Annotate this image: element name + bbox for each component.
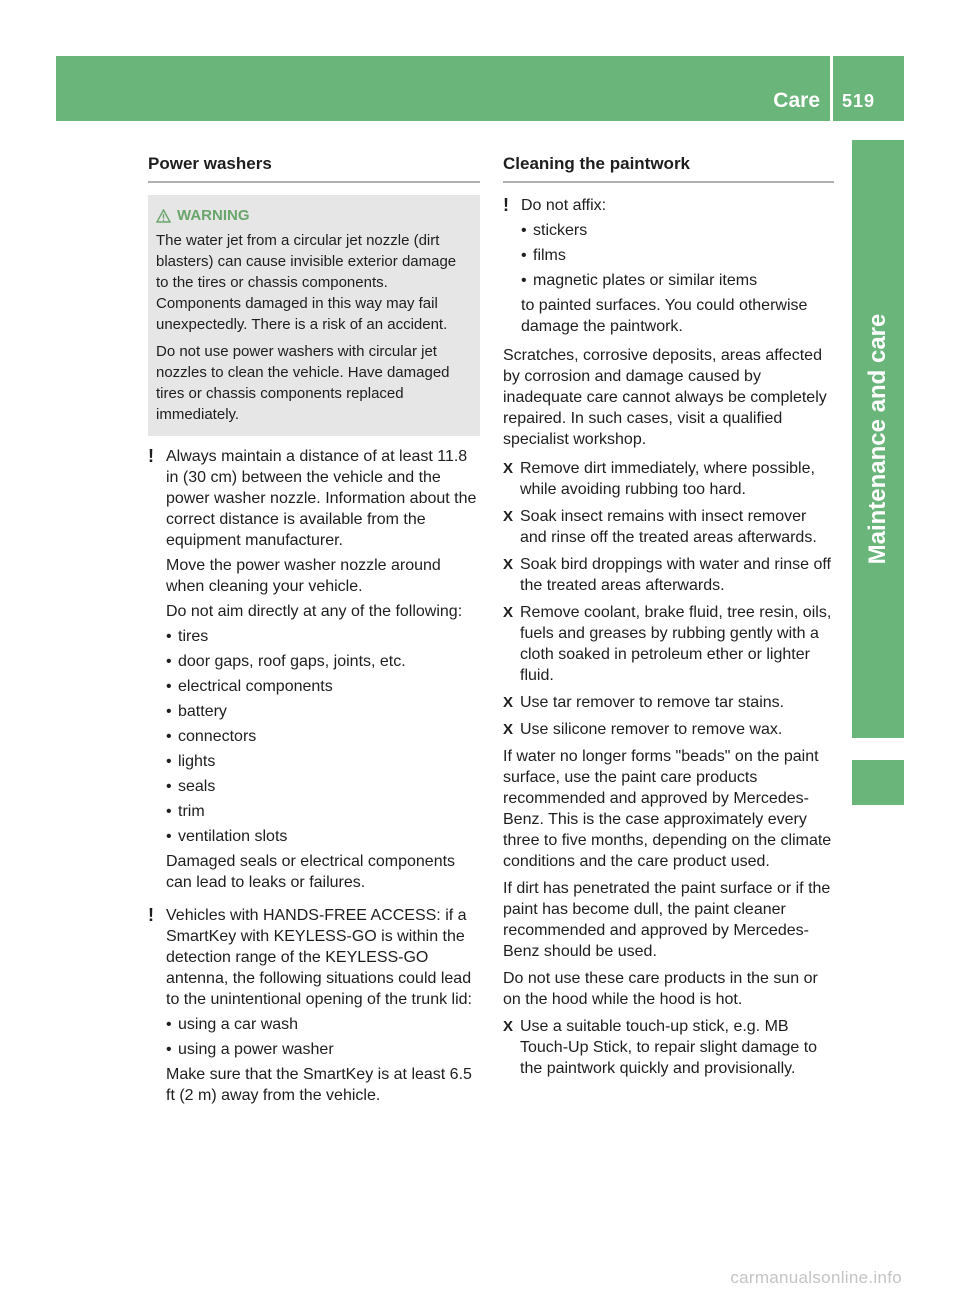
step-text: Soak insect remains with insect remover and rinse off the treated areas afterwards.	[520, 508, 817, 546]
arrow-step-icon: X	[503, 1018, 514, 1035]
do-not-affix-list	[503, 220, 834, 291]
warning-box	[148, 195, 480, 436]
paint-cleaner-paragraph: If dirt has penetrated the paint surface or if the paint has become dull, the paint cleaner recommended and approved by Mercedes-Benz should be used.	[503, 880, 831, 960]
arrow-step-icon: X	[503, 460, 514, 477]
header-section-title: Care	[773, 89, 820, 112]
warning-triangle-icon	[156, 209, 171, 223]
note-do-not-affix-text: Do not affix:	[521, 197, 607, 214]
right-column	[503, 150, 834, 1085]
beads-paragraph: If water no longer forms "beads" on the paint surface, use the paint care products recommended and approved by Mercedes-Benz. This is the case approximately every three to five months, depending on the climate conditions and the care product used.	[503, 748, 832, 870]
section-title-power-washers: Power washers	[148, 150, 480, 183]
exclamation-icon: !	[148, 446, 154, 466]
step-item	[503, 554, 834, 596]
arrow-step-icon: X	[503, 604, 514, 621]
step-text: Use a suitable touch-up stick, e.g. MB Touch-Up Stick, to repair slight damage to the paintwork quickly and provisionally.	[520, 1018, 818, 1077]
step-item	[503, 602, 834, 686]
step-item	[503, 719, 834, 740]
note-do-not-aim: Do not aim directly at any of the following:	[166, 603, 463, 620]
list-item: • seals	[166, 776, 480, 797]
warning-text-2: Do not use power washers with circular jet nozzles to clean the vehicle. Have damaged tires or chassis components replaced immediately.	[156, 343, 450, 423]
warning-label: WARNING	[177, 207, 250, 224]
page-number: 519	[842, 91, 876, 111]
footer-watermark: carmanualsonline.info	[730, 1268, 902, 1287]
note-hands-free-text: Vehicles with HANDS-FREE ACCESS: if a SmartKey with KEYLESS-GO is within the detection range of the KEYLESS-GO antenna, the following situations could lead to the unintentional opening of the trunk lid:	[166, 907, 472, 1008]
side-tab-label: Maintenance and care	[864, 313, 891, 565]
note-hands-free	[148, 905, 480, 1010]
step-text: Use silicone remover to remove wax.	[520, 721, 783, 738]
list-item: • connectors	[166, 726, 480, 747]
step-item	[503, 1016, 834, 1079]
step-item	[503, 506, 834, 548]
arrow-step-icon: X	[503, 721, 514, 738]
step-item	[503, 458, 834, 500]
list-item: • tires	[166, 626, 480, 647]
note-leaks-text: Damaged seals or electrical components can lead to leaks or failures.	[166, 853, 456, 891]
do-not-aim-list	[148, 626, 480, 847]
list-item: • battery	[166, 701, 480, 722]
list-item: • ventilation slots	[166, 826, 480, 847]
step-text: Soak bird droppings with water and rinse off the treated areas afterwards.	[520, 556, 831, 594]
list-item: • electrical components	[166, 676, 480, 697]
list-item: • lights	[166, 751, 480, 772]
note-painted-surfaces: to painted surfaces. You could otherwise damage the paintwork.	[521, 297, 808, 335]
note-distance-text: Always maintain a distance of at least 11.8 in (30 cm) between the vehicle and the power washer nozzle. Information about the correct distance is available from the equipment manufacturer.	[166, 448, 477, 549]
note-smartkey-distance: Make sure that the SmartKey is at least 6.5 ft (2 m) away from the vehicle.	[166, 1066, 472, 1104]
list-item: • using a car wash	[166, 1014, 480, 1035]
car-wash-list	[148, 1014, 480, 1060]
list-item: • films	[521, 245, 834, 266]
note-move-nozzle: Move the power washer nozzle around when cleaning your vehicle.	[166, 557, 441, 595]
list-item: • magnetic plates or similar items	[521, 270, 834, 291]
left-column	[148, 150, 480, 1110]
list-item: • stickers	[521, 220, 834, 241]
exclamation-icon: !	[503, 195, 509, 215]
step-text: Remove dirt immediately, where possible, while avoiding rubbing too hard.	[520, 460, 815, 498]
step-item	[503, 692, 834, 713]
section-title-cleaning-paintwork: Cleaning the paintwork	[503, 150, 834, 183]
note-do-not-affix	[503, 195, 834, 216]
list-item: • door gaps, roof gaps, joints, etc.	[166, 651, 480, 672]
side-tab	[852, 140, 904, 738]
warning-header	[156, 205, 472, 226]
sun-warning-paragraph: Do not use these care products in the sun or on the hood while the hood is hot.	[503, 970, 818, 1008]
note-distance	[148, 446, 480, 622]
list-item: • using a power washer	[166, 1039, 480, 1060]
header-divider	[830, 56, 833, 121]
list-item: • trim	[166, 801, 480, 822]
step-text: Use tar remover to remove tar stains.	[520, 694, 785, 711]
side-block	[852, 760, 904, 805]
step-text: Remove coolant, brake fluid, tree resin, oils, fuels and greases by rubbing gently with a cloth soaked in petroleum ether or lighter fluid.	[520, 604, 832, 684]
scratches-paragraph: Scratches, corrosive deposits, areas affected by corrosion and damage caused by inadequate care cannot always be completely repaired. In such cases, visit a qualified specialist workshop.	[503, 347, 827, 448]
warning-text-1: The water jet from a circular jet nozzle (dirt blasters) can cause invisible exterior damage to the tires or chassis components. Components damaged in this way may fail unexpectedly. There is a risk of an accident.	[156, 232, 457, 333]
arrow-step-icon: X	[503, 508, 514, 525]
arrow-step-icon: X	[503, 694, 514, 711]
arrow-step-icon: X	[503, 556, 514, 573]
exclamation-icon: !	[148, 905, 154, 925]
